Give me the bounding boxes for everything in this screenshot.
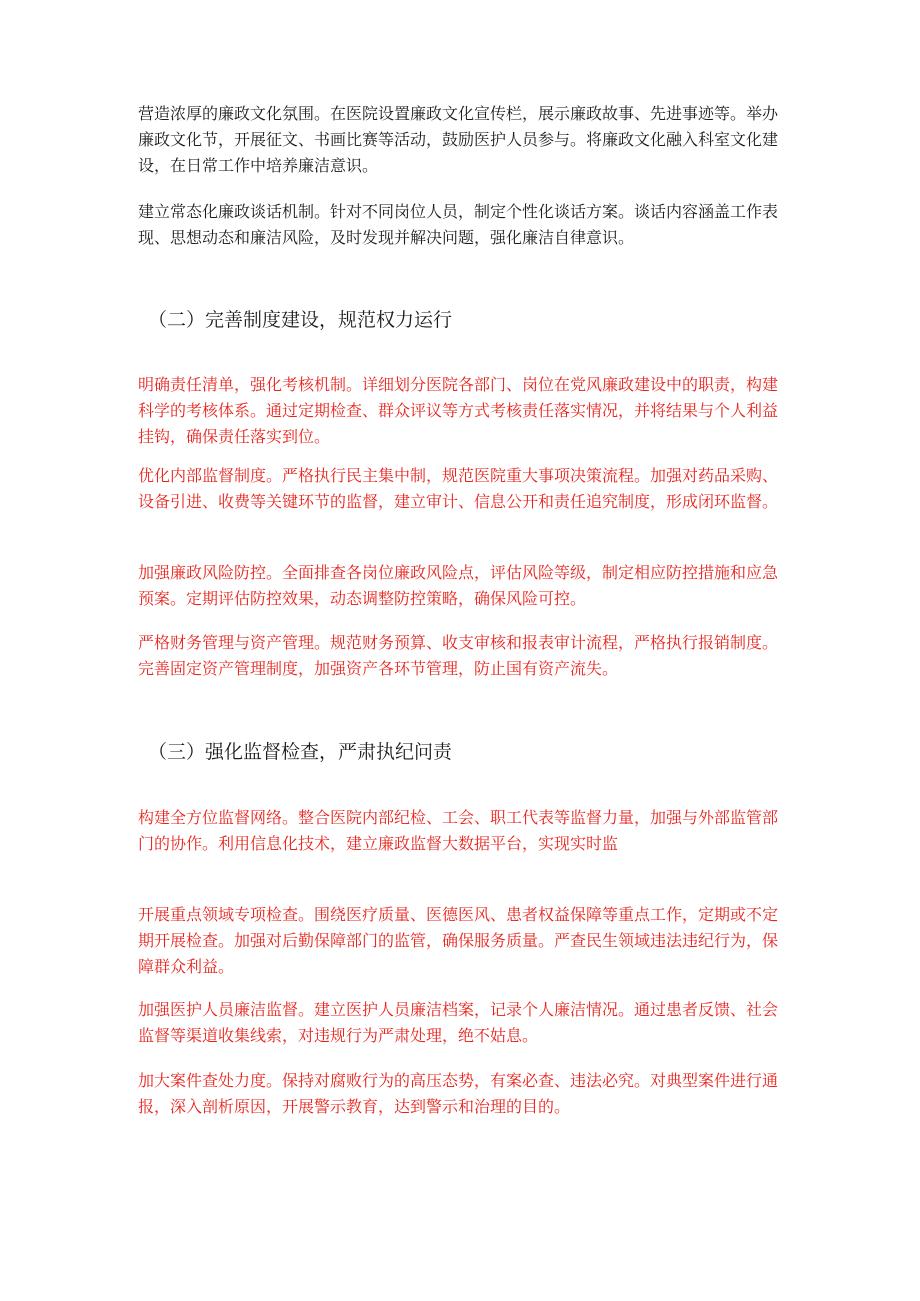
paragraph-medical-staff-supervision: 加强医护人员廉洁监督。建立医护人员廉洁档案，记录个人廉洁情况。通过患者反馈、社会监督等渠道收集线索，对违规行为严肃处理，绝不姑息。	[138, 1000, 779, 1045]
paragraph-internal-supervision: 优化内部监督制度。严格执行民主集中制，规范医院重大事项决策流程。加强对药品采购、设备引进、收费等关键环节的监督，建立审计、信息公开和责任追究制度，形成闭环监督。	[138, 466, 779, 511]
paragraph-case-investigation: 加大案件查处力度。保持对腐败行为的高压态势，有案必查、违法必究。对典型案件进行通报，深入剖析原因，开展警示教育，达到警示和治理的目的。	[138, 1071, 779, 1116]
paragraph-talk-mechanism: 建立常态化廉政谈话机制。针对不同岗位人员，制定个性化谈话方案。谈话内容涵盖工作表现、思想动态和廉洁风险，及时发现并解决问题，强化廉洁自律意识。	[138, 202, 779, 247]
paragraph-supervision-network: 构建全方位监督网络。整合医院内部纪检、工会、职工代表等监督力量，加强与外部监管部门的协作。利用信息化技术，建立廉政监督大数据平台，实现实时监	[138, 808, 779, 853]
paragraph-culture-atmosphere: 营造浓厚的廉政文化氛围。在医院设置廉政文化宣传栏，展示廉政故事、先进事迹等。举办廉政文化节，开展征文、书画比赛等活动，鼓励医护人员参与。将廉政文化融入科室文化建设，在日常工作中培养廉洁意识。	[138, 104, 779, 175]
section-heading-2: （二）完善制度建设，规范权力运行	[148, 309, 453, 331]
paragraph-responsibility-list: 明确责任清单，强化考核机制。详细划分医院各部门、岗位在党风廉政建设中的职责，构建科学的考核体系。通过定期检查、群众评议等方式考核责任落实情况，并将结果与个人利益挂钩，确保责任落实到位。	[138, 375, 779, 446]
paragraph-finance-management: 严格财务管理与资产管理。规范财务预算、收支审核和报表审计流程，严格执行报销制度。完善固定资产管理制度，加强资产各环节管理，防止国有资产流失。	[138, 633, 779, 678]
section-heading-3: （三）强化监督检查，严肃执纪问责	[148, 741, 453, 763]
paragraph-risk-control: 加强廉政风险防控。全面排查各岗位廉政风险点，评估风险等级，制定相应防控措施和应急预案。定期评估防控效果，动态调整防控策略，确保风险可控。	[138, 563, 779, 608]
paragraph-special-inspection: 开展重点领域专项检查。围绕医疗质量、医德医风、患者权益保障等重点工作，定期或不定期开展检查。加强对后勤保障部门的监管，确保服务质量。严查民生领域违法违纪行为，保障群众利益。	[138, 905, 779, 976]
